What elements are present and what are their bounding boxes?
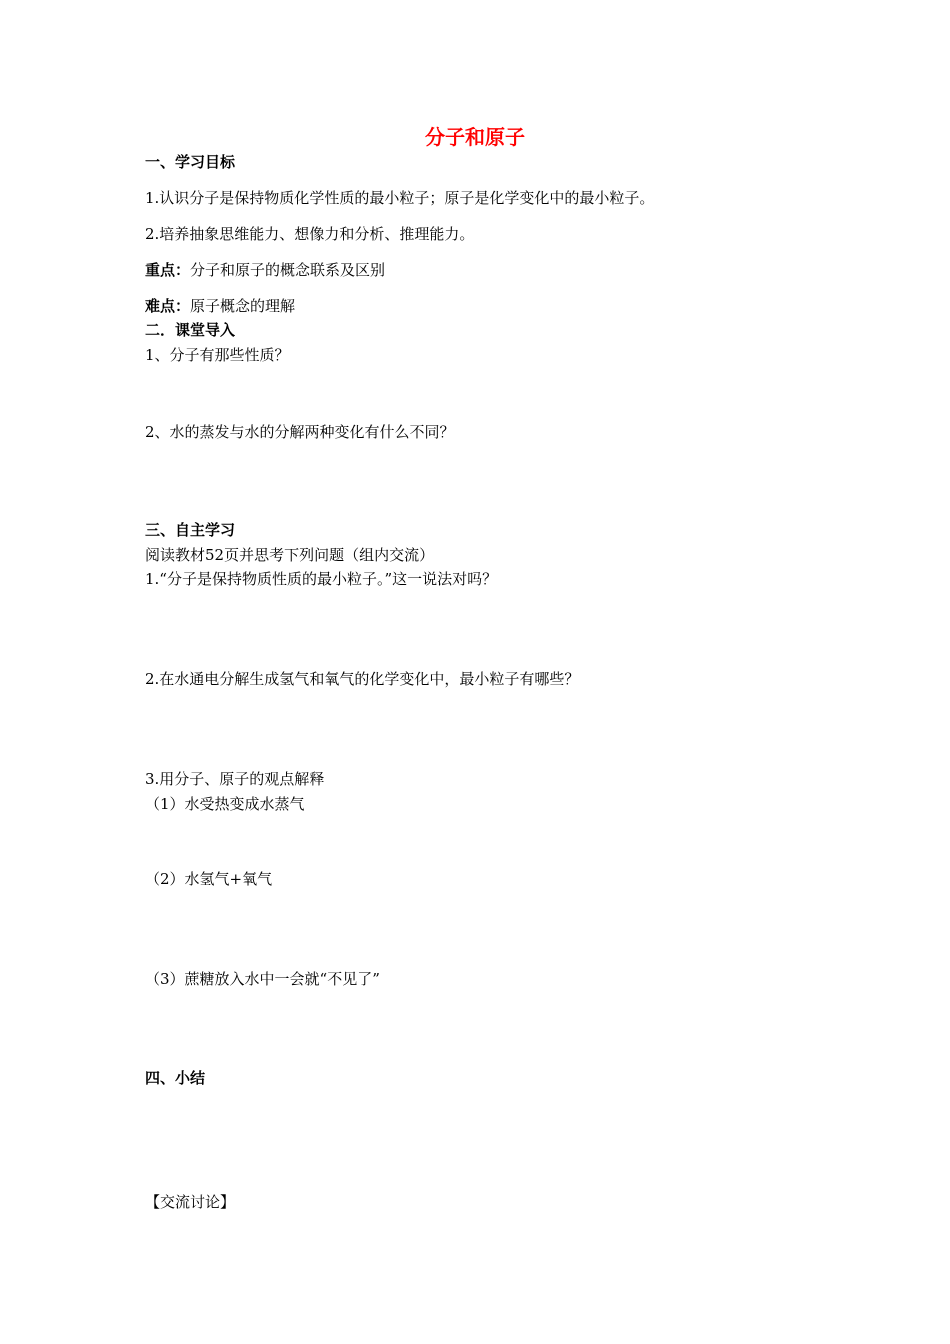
- discussion-label: 【交流讨论】: [145, 1193, 236, 1211]
- sub-question-1: （1）水受热变成水蒸气: [145, 795, 305, 813]
- key-point-text: 分子和原子的概念联系及区别: [190, 261, 386, 279]
- self-study-question-1: 1.“分子是保持物质性质的最小粒子。”这一说法对吗？: [145, 570, 498, 588]
- difficulty-label: 难点：: [145, 297, 191, 315]
- goal-item-1: 1.认识分子是保持物质化学性质的最小粒子；原子是化学变化中的最小粒子。: [145, 189, 655, 207]
- goal-item-2: 2.培养抽象思维能力、想像力和分析、推理能力。: [145, 225, 475, 243]
- self-study-intro: 阅读教材52页并思考下列问题（组内交流）: [145, 546, 435, 564]
- section-heading-self-study: 三、自主学习: [145, 521, 236, 539]
- intro-question-2: 2、水的蒸发与水的分解两种变化有什么不同？: [145, 423, 455, 441]
- key-point-label: 重点：: [145, 261, 191, 279]
- section-heading-intro: 二．课堂导入: [145, 321, 236, 339]
- difficulty-point: [145, 296, 295, 316]
- sub-question-2: （2）水氢气+氧气: [145, 870, 273, 888]
- intro-question-1: 1、分子有那些性质？: [145, 346, 290, 364]
- key-point: [145, 260, 385, 280]
- difficulty-text: 原子概念的理解: [190, 297, 296, 315]
- self-study-question-3: 3.用分子、原子的观点解释: [145, 770, 325, 788]
- page-title: 分子和原子: [425, 125, 525, 149]
- section-heading-goals: 一、学习目标: [145, 153, 236, 171]
- sub-question-3: （3）蔗糖放入水中一会就“不见了”: [145, 970, 380, 988]
- section-heading-summary: 四、小结: [145, 1069, 206, 1087]
- self-study-question-2: 2.在水通电分解生成氢气和氧气的化学变化中，最小粒子有哪些？: [145, 670, 580, 688]
